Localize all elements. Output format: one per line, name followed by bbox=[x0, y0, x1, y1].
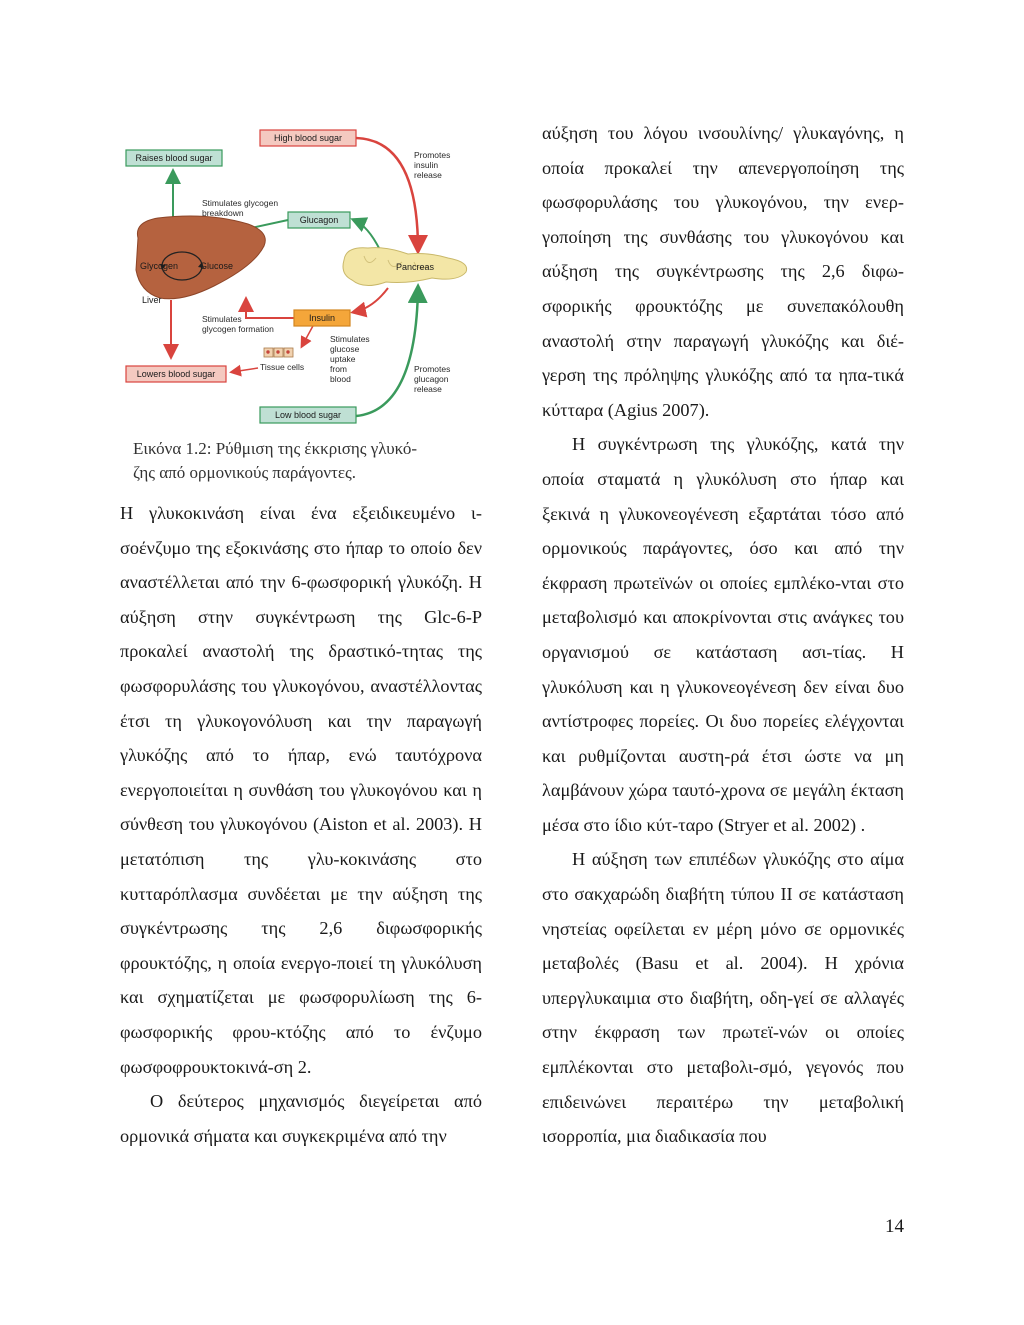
low-blood-sugar-label: Low blood sugar bbox=[274, 410, 342, 420]
stim-uptake-line4: from bbox=[330, 364, 347, 374]
page-number: 14 bbox=[885, 1216, 904, 1237]
glucagon-label: Glucagon bbox=[299, 215, 339, 225]
glucose-regulation-figure bbox=[118, 120, 490, 430]
left-paragraph-1: Η γλυκοκινάση είναι ένα εξειδικευμένο ι-σοένζυμο της εξοκινάσης στο ήπαρ το οποίο δεν αναστέλλεται από την 6-φωσφορική γλυκόζη. Η αύξηση στην συγκέντρωση της Glc-6-P προκαλεί αναστολή της δραστικό-τητας της φωσφορυλάσης του γλυκογόνου, αναστέλλοντας έτσι τη γλυκογονόλυση και την παραγωγή γλυκόζης από το ήπαρ, ενώ ταυτόχρονα ενεργοποιείται η συνθάση του γλυκογόνου και η σύνθεση του γλυκογόνου (Aiston et al. 2003). Η μετατόπιση της γλυ-κοκινάσης στο κυτταρόπλασμα συνδέεται με την αύξηση της συγκέντρωσης της 2,6 διφωσφορικής φρουκτόζης, η οποία ενεργο-ποιεί τη γλυκόλυση και σχηματίζεται με φωσφορυλίωση της 6-φωσφορικής φρου-κτόζης από το ένζυμο φωσφοφρουκτοκινά-ση 2. bbox=[120, 503, 482, 1077]
arrow-insulin-to-tissue bbox=[302, 324, 314, 346]
stim-uptake-line5: blood bbox=[330, 374, 351, 384]
stim-uptake-line1: Stimulates bbox=[330, 334, 370, 344]
right-text-column bbox=[542, 116, 904, 1154]
right-paragraph-2: Η συγκέντρωση της γλυκόζης, κατά την οποία σταματά η γλυκόλυση στο ήπαρ και ξεκινά η γλυκονεογένεση εξαρτάται τόσο από ορμονικούς παράγοντες, όσο και από την έκφραση πρωτεϊνών οι οποίες εμπλέκο-νται στο μεταβολισμό και αποκρίνονται στις ανάγκες του οργανισμού σε κατάσταση ασι-τίας. Η γλυκόλυση και η γλυκονεογένεση δεν είναι δυο αντίστροφες πορείες. Οι δυο πορείες ελέγχονται και ρυθμίζονται αυστη-ρά έτσι ώστε να μη λαμβάνουν χώρα ταυτό-χρονα σε μεγάλη έκταση μέσα στο ίδιο κύτ-ταρο (Stryer et al. 2002) . bbox=[542, 434, 904, 835]
tissue-cells-label: Tissue cells bbox=[260, 362, 305, 372]
left-paragraph-2: Ο δεύτερος μηχανισμός διεγείρεται από ορμονικά σήματα και συγκεκριμένα από την bbox=[120, 1091, 482, 1146]
glucose-regulation-diagram bbox=[118, 120, 490, 430]
right-paragraph-1: αύξηση του λόγου ινσουλίνης/ γλυκαγόνης, η οποία προκαλεί την απενεργοποίηση της φωσφορυλάσης του γλυκογόνου, την ενερ-γοποίηση της συνθάσης του γλυκογόνου και αύξηση της συγκέντρωσης της 2,6 διφω-σφορικής φρουκτόζης με συνεπακόλουθη αναστολή στην παραγωγή γλυκόζης και διέ-γερση της πρόληψης γλυκόζης από τα ηπα-τικά κύτταρα (Agius 2007). bbox=[542, 123, 904, 420]
stim-breakdown-line2: breakdown bbox=[202, 208, 244, 218]
high-blood-sugar-label: High blood sugar bbox=[273, 133, 343, 143]
promotes-insulin-line3: release bbox=[414, 170, 442, 180]
pancreas-label: Pancreas bbox=[396, 262, 435, 272]
promotes-insulin-line1: Promotes bbox=[414, 150, 451, 160]
left-text-column bbox=[120, 496, 482, 1153]
arrow-high-to-pancreas bbox=[356, 138, 418, 250]
right-paragraph-3: Η αύξηση των επιπέδων γλυκόζης στο αίμα στο σακχαρώδη διαβήτη τύπου ΙΙ σε κατάσταση νηστείας οφείλεται εν μέρη μόνο σε ορμονικές μεταβολές (Basu et al. 2004). Η χρόνια υπεργλυκαιμια στο διαβήτη, οδη-γεί σε αλλαγές στην έκφραση των πρωτεϊ-νών οι οποίες εμπλέκονται στο μεταβολι-σμό, γεγονός που επιδεινώνει περαιτέρω την μεταβολική ισορροπία, μια διαδικασία που bbox=[542, 849, 904, 1147]
liver-label: Liver bbox=[142, 295, 162, 305]
figure-caption-line2: ζης από ορμονικούς παράγοντες. bbox=[133, 463, 356, 482]
lowers-blood-sugar-label: Lowers blood sugar bbox=[136, 369, 216, 379]
stim-uptake-line2: glucose bbox=[330, 344, 360, 354]
glucose-label: Glucose bbox=[200, 261, 234, 271]
arrow-pancreas-to-insulin bbox=[354, 288, 388, 312]
stim-breakdown-line1: Stimulates glycogen bbox=[202, 198, 279, 208]
liver-shape bbox=[136, 216, 265, 299]
stim-formation-line1: Stimulates bbox=[202, 314, 242, 324]
stim-formation-line2: glycogen formation bbox=[202, 324, 274, 334]
arrow-pancreas-to-glucagon bbox=[354, 220, 380, 250]
insulin-label: Insulin bbox=[308, 313, 336, 323]
glycogen-label: Glycogen bbox=[140, 261, 179, 271]
arrow-insulin-to-liver bbox=[246, 300, 294, 318]
promotes-insulin-line2: insulin bbox=[414, 160, 439, 170]
promotes-glucagon-line1: Promotes bbox=[414, 364, 451, 374]
promotes-glucagon-line2: glucagon bbox=[414, 374, 449, 384]
raises-blood-sugar-label: Raises blood sugar bbox=[135, 153, 213, 163]
stim-uptake-line3: uptake bbox=[330, 354, 356, 364]
arrow-tissue-to-lowers bbox=[232, 368, 258, 372]
promotes-glucagon-line3: release bbox=[414, 384, 442, 394]
figure-caption-line1: Εικόνα 1.2: Ρύθμιση της έκκρισης γλυκό- bbox=[133, 439, 418, 458]
figure-caption bbox=[133, 437, 463, 485]
